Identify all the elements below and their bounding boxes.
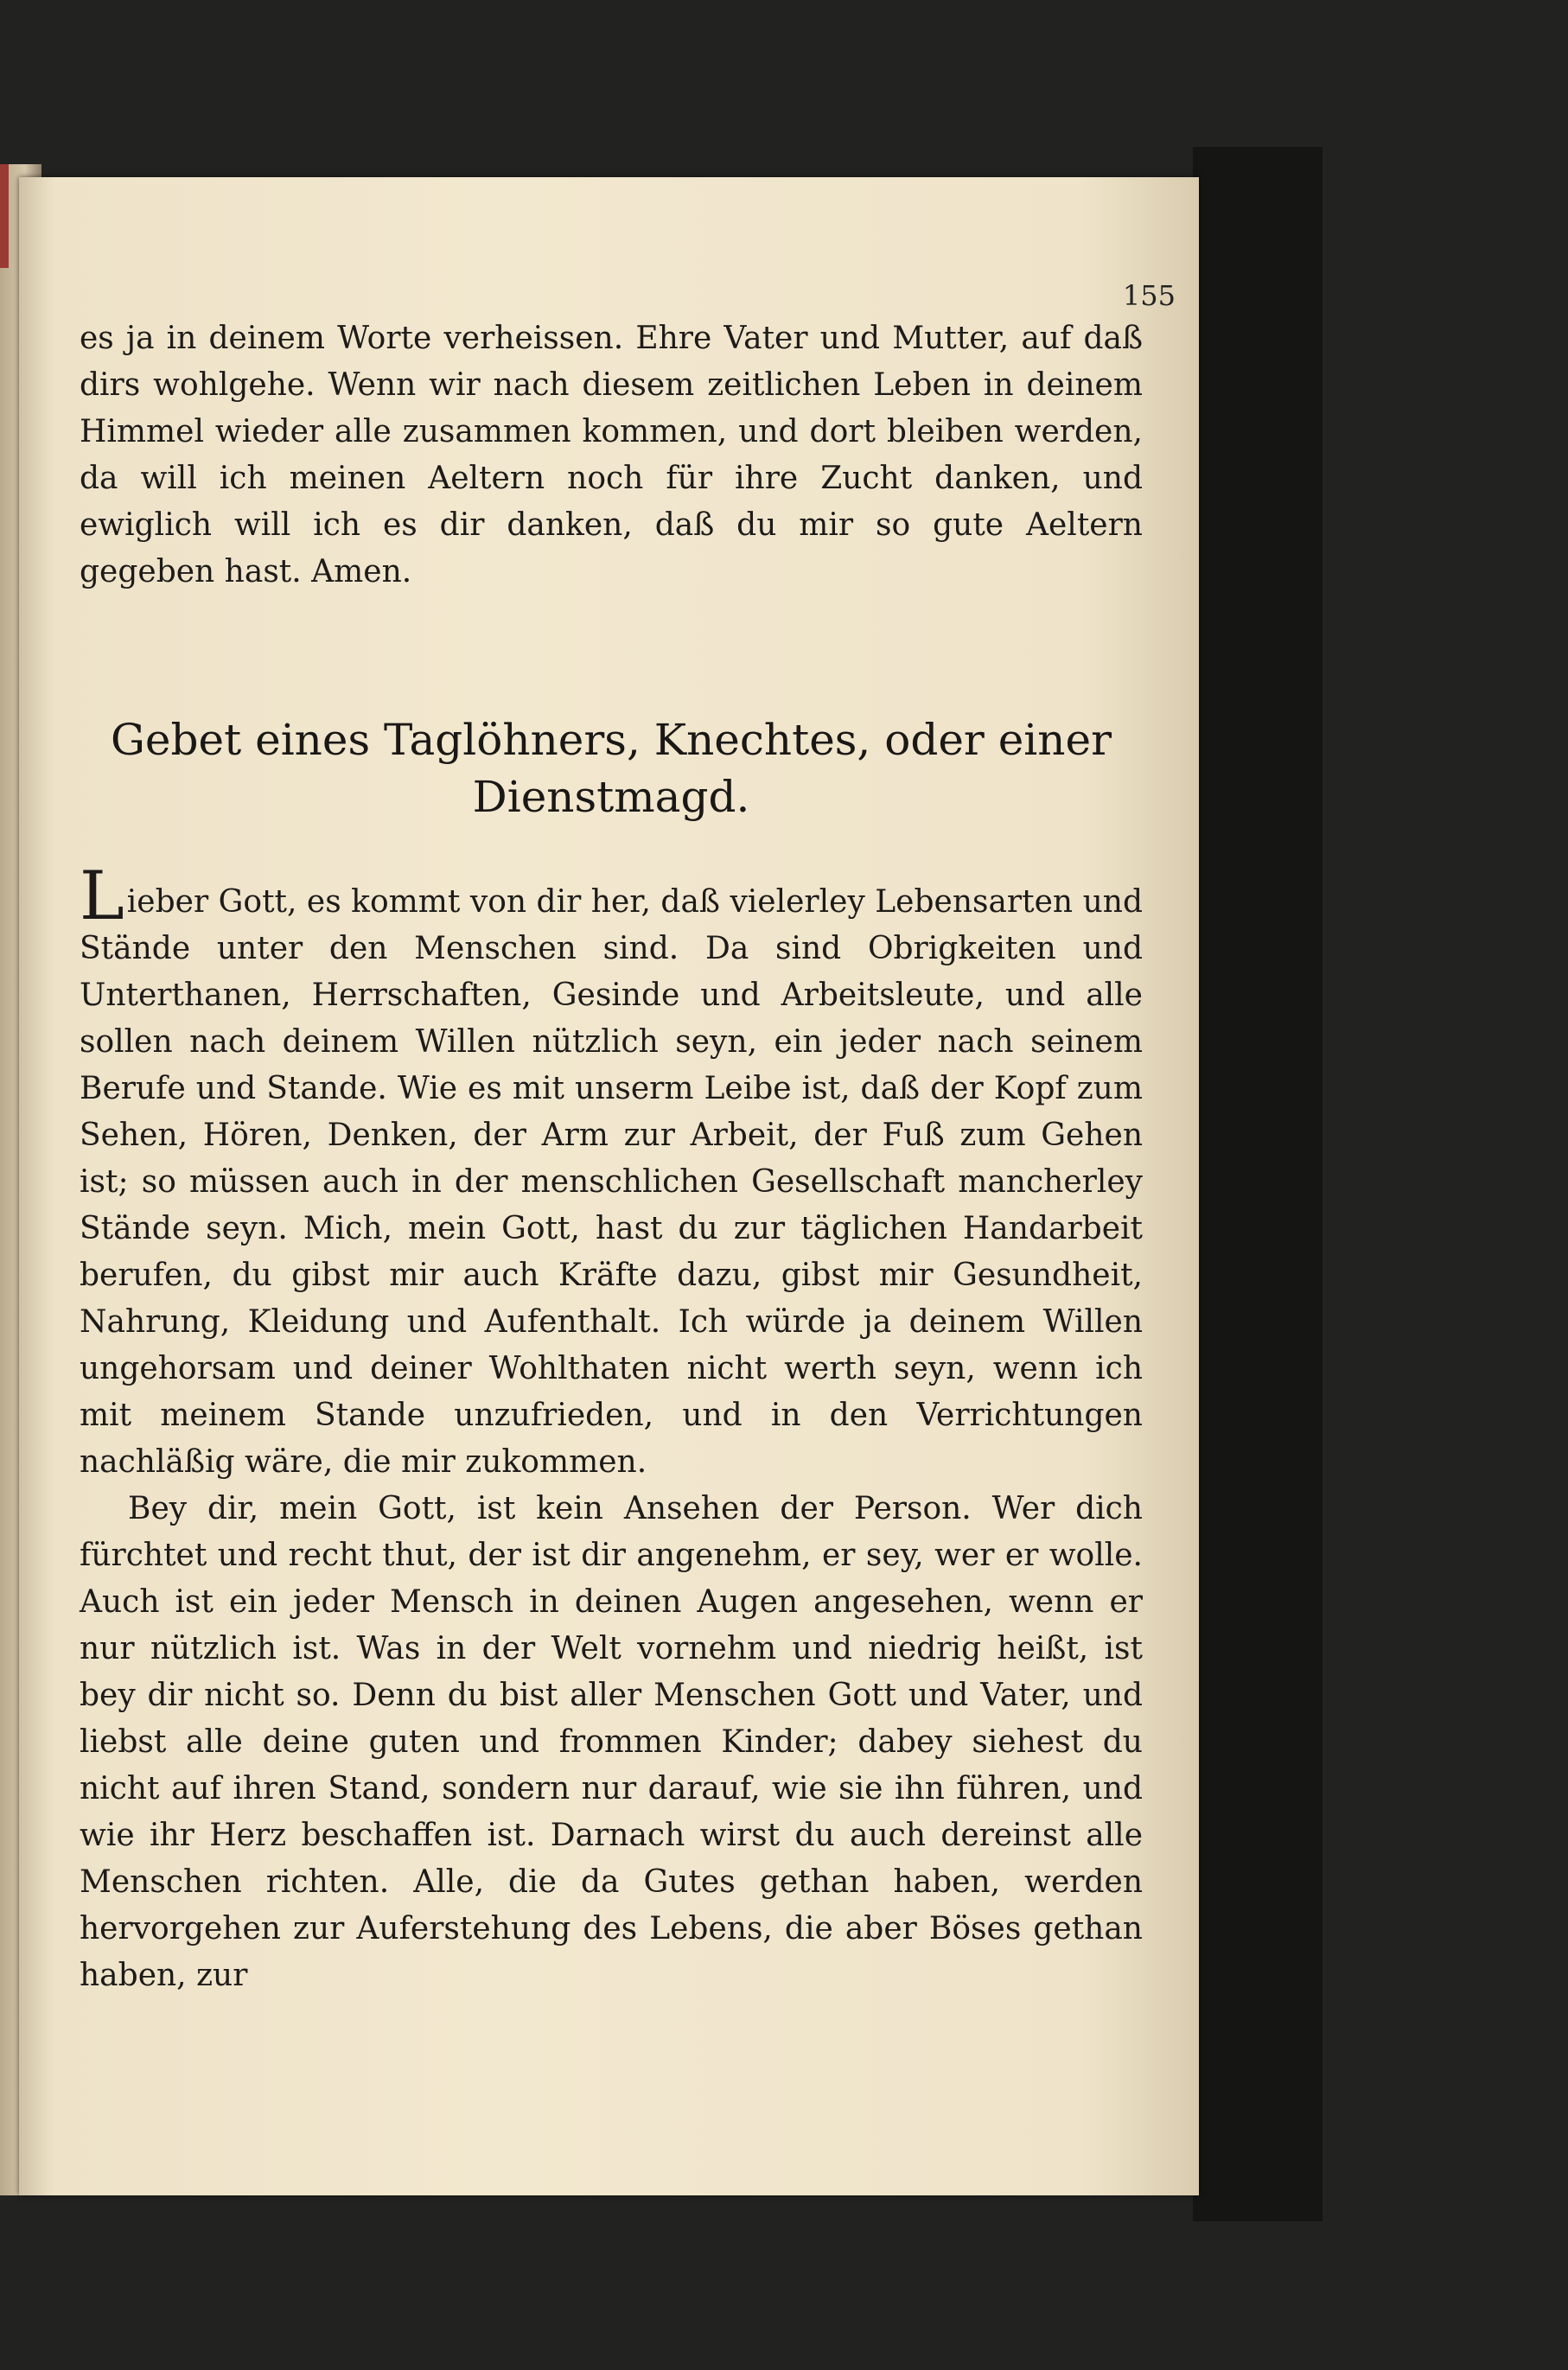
prayer-paragraph-2: Bey dir, mein Gott, ist kein Ansehen der Person. Wer dich fürchtet und recht thut, der ist dir angenehm, er sey, wer er wolle. Auch ist ein jeder Mensch in deinen Augen angesehen, wenn er nur nützlich ist. Was in der Welt vornehm und niedrig heißt, ist bey dir nicht so. Denn du bist aller Menschen Gott und Vater, und liebst alle deine guten und frommen Kinder; dabey siehest du nicht auf ihren Stand, sondern nur darauf, wie sie ihn führen, und wie ihr Herz beschaffen ist. Darnach wirst du auch dereinst alle Menschen richten. Alle, die da Gutes gethan haben, werden hervorgehen zur Auferstehung des Lebens, die aber Böses gethan haben, zur [80,1491,1143,1993]
spine-red-mark [0,164,9,268]
page-number: 155 [1122,279,1176,312]
section-heading: Gebet eines Taglöhners, Knechtes, oder einer Dienstmagd. [110,715,1112,822]
prayer-paragraph-1-text: ieber Gott, es kommt von dir her, daß vielerley Lebensarten und Stände unter den Menschen sind. Da sind Obrigkeiten und Unterthanen, Herrschaften, Gesinde und Arbeitsleute, und alle sollen nach deinem Willen nützlich seyn, ein jeder nach seinem Berufe und Stande. Wie es mit unserm Leibe ist, daß der Kopf zum Sehen, Hören, Denken, der Arm zur Arbeit, der Fuß zum Gehen ist; so müssen auch in der menschlichen Gesellschaft mancherley Stände seyn. Mich, mein Gott, hast du zur täglichen Handarbeit berufen, du gibst mir auch Kräfte dazu, gibst mir Gesundheit, Nahrung, Kleidung und Aufenthalt. Ich würde ja deinem Willen ungehorsam und deiner Wohlthaten nicht werth seyn, wenn ich mit meinem Stande unzufrieden, und in den Verrichtungen nachläßig wäre, die mir zukommen. [80,884,1143,1480]
book-page [19,177,1199,2195]
book-cover-board [1193,147,1323,2221]
continuation-paragraph: es ja in deinem Worte verheissen. Ehre Vater und Mutter, auf daß dirs wohlgehe. Wenn wir nach diesem zeitlichen Leben in deinem Himmel wieder alle zusammen kommen, und dort bleiben werden, da will ich meinen Aeltern noch für ihre Zucht danken, und ewiglich will ich es dir danken, daß du mir so gute Aeltern gegeben hast. Amen. [80,321,1143,589]
drop-cap-initial: L [80,857,124,935]
prayer-paragraph-1 [80,857,1143,1486]
prayer-text [80,857,1143,1999]
